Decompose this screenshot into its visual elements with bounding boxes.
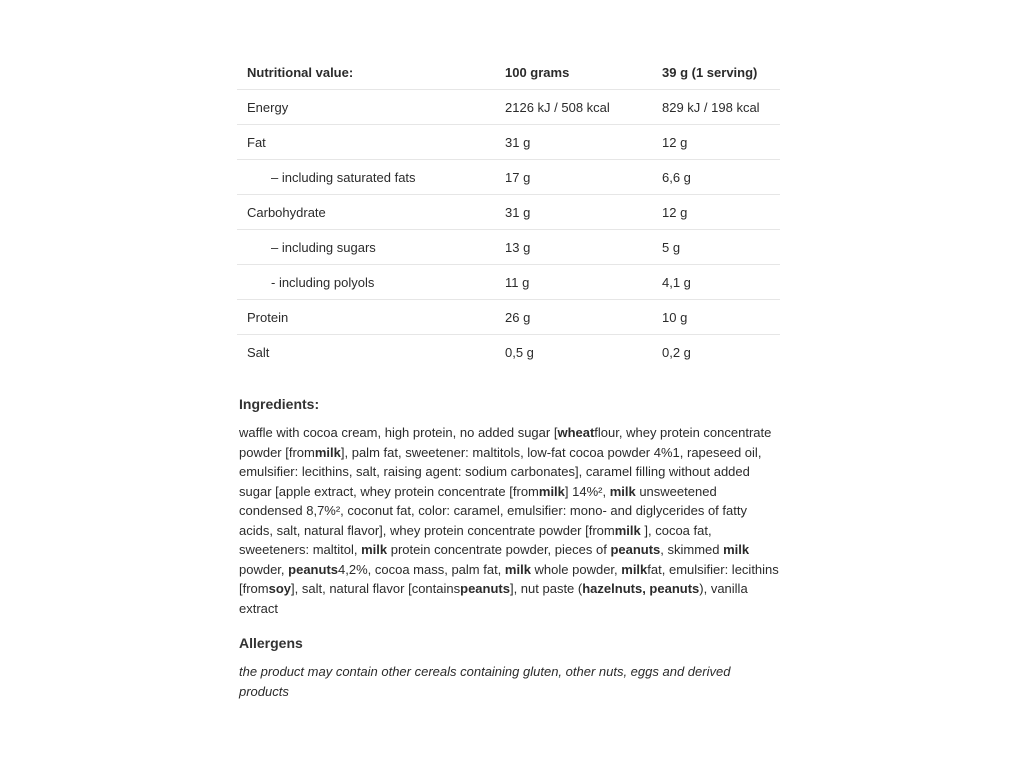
value-per-serving: 829 kJ / 198 kcal: [652, 90, 780, 125]
ingredient-text-segment: ], salt, natural flavor [contains: [291, 581, 461, 596]
header-cell: 39 g (1 serving): [652, 56, 780, 90]
value-per-100g: 13 g: [495, 230, 652, 265]
allergen-highlight: peanuts: [460, 581, 510, 596]
ingredient-text-segment: powder,: [239, 561, 289, 577]
nutrient-label: Energy: [237, 90, 495, 125]
value-per-100g: 2126 kJ / 508 kcal: [495, 90, 652, 125]
allergen-highlight: milk: [361, 542, 388, 557]
table-row: [237, 90, 780, 125]
allergen-highlight: milk: [609, 483, 636, 499]
allergen-highlight: peanuts: [288, 561, 338, 577]
value-per-serving: 4,1 g: [652, 265, 780, 300]
value-per-100g: 17 g: [495, 160, 652, 195]
allergen-highlight: milk: [314, 444, 341, 460]
ingredient-text-segment: ], palm fat, sweetener: maltitols, low-fat cocoa powder 4%1, rapeseed oil, emulsifier: lecithins, salt, raising agent: sodium carbonates], caramel filling without added sugar [apple extract, whey protein concentrate [from: [239, 444, 762, 499]
nutrient-label: Carbohydrate: [237, 195, 495, 230]
table-row: [237, 195, 780, 230]
ingredient-text-segment: ], cocoa fat, sweeteners: maltitol,: [239, 522, 712, 557]
allergen-highlight: milk: [614, 522, 641, 538]
ingredient-text-segment: ], nut paste (: [509, 581, 583, 596]
table-header-row: [237, 56, 780, 90]
ingredients-text: [239, 423, 779, 618]
allergens-text: the product may contain other cereals containing gluten, other nuts, eggs and derived products: [239, 664, 731, 699]
nutrient-label: Fat: [237, 125, 495, 160]
ingredient-text-segment: fat, emulsifier: lecithins [from: [239, 561, 779, 596]
nutrition-table: [237, 56, 780, 369]
nutrient-label: – including saturated fats: [237, 160, 495, 195]
ingredient-text-segment: ] 14%²,: [564, 483, 610, 499]
ingredient-text-segment: 4,2%, cocoa mass, palm fat,: [338, 561, 505, 577]
value-per-100g: 31 g: [495, 195, 652, 230]
allergen-highlight: milk: [723, 542, 750, 557]
value-per-serving: 12 g: [652, 125, 780, 160]
ingredient-text-segment: unsweetened condensed 8,7%², coconut fat, color: caramel, emulsifier: mono- and diglycerides of fatty acids, salt, natural flavor], whey protein concentrate powder [from: [239, 483, 747, 538]
value-per-100g: 31 g: [495, 125, 652, 160]
allergen-highlight: hazelnuts, peanuts: [582, 581, 700, 596]
nutrient-label: – including sugars: [237, 230, 495, 265]
allergen-highlight: peanuts: [610, 542, 661, 557]
nutrient-label: Protein: [237, 300, 495, 335]
value-per-serving: 10 g: [652, 300, 780, 335]
table-row: [237, 160, 780, 195]
value-per-100g: 0,5 g: [505, 344, 534, 360]
allergens-heading: Allergens: [239, 635, 303, 651]
table-row: [237, 300, 780, 335]
ingredient-text-segment: flour, whey protein concentrate powder [from: [239, 425, 772, 460]
ingredient-text-segment: ), vanilla extract: [239, 581, 748, 616]
table-row: [237, 265, 780, 300]
allergen-highlight: milk: [538, 483, 565, 499]
table-row: [237, 335, 780, 370]
value-per-serving: 6,6 g: [652, 160, 780, 195]
allergen-highlight: milk: [504, 561, 531, 577]
nutrient-label: - including polyols: [237, 265, 495, 300]
nutrient-label: Salt: [247, 344, 270, 360]
value-per-serving: 12 g: [652, 195, 780, 230]
value-per-serving: 5 g: [652, 230, 780, 265]
allergen-highlight: milk: [621, 561, 648, 577]
value-per-100g: 26 g: [495, 300, 652, 335]
value-per-100g: 11 g: [495, 265, 652, 300]
table-row: [237, 230, 780, 265]
ingredient-text-segment: waffle with cocoa cream, high protein, no added sugar [: [239, 425, 558, 440]
value-per-serving: 0,2 g: [662, 344, 691, 360]
ingredients-heading: Ingredients:: [239, 396, 320, 412]
header-cell: Nutritional value:: [237, 56, 495, 90]
ingredient-text-segment: protein concentrate powder, pieces of: [387, 542, 611, 557]
header-cell: 100 grams: [495, 56, 652, 90]
allergen-highlight: soy: [268, 581, 292, 596]
allergen-highlight: wheat: [557, 425, 595, 440]
ingredient-text-segment: , skimmed: [660, 542, 724, 557]
table-row: [237, 125, 780, 160]
ingredient-text-segment: whole powder,: [530, 561, 622, 577]
